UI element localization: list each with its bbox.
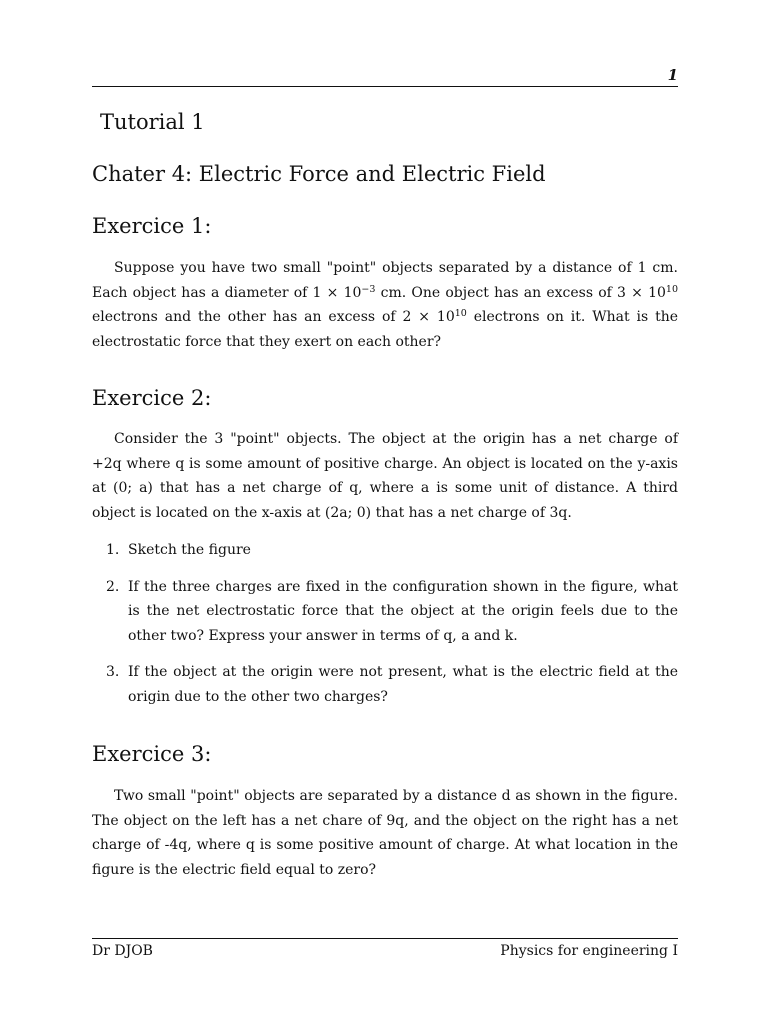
exercise-1-text-part: electrons on it. What is the electrostatic force that they exert on each other? [92, 309, 678, 350]
exercise-1-text-part: cm. One object has an excess of 3 × 10 [375, 284, 666, 301]
exercise-3-text: Two small "point" objects are separated by a distance d as shown in the figure. The object on the left has a net chare of 9q, and the object on the right has a net charge of -4q, where q is some positive amount of charge. At what location in the figure is the electric field equal to zero? [92, 788, 678, 878]
footer-rule [92, 938, 678, 939]
list-item-text: Sketch the figure [128, 542, 251, 558]
footer-course: Physics for engineering I [500, 943, 678, 959]
footer-author: Dr DJOB [92, 943, 153, 959]
exercise-1-text-part: electrons and the other has an excess of 2 × 10 [92, 309, 455, 325]
exponent: 10 [454, 308, 467, 319]
exercise-3-heading: Exercice 3: [92, 742, 212, 766]
exercise-2-heading: Exercice 2: [92, 386, 212, 410]
list-item [92, 575, 678, 649]
exercise-1-text [92, 256, 678, 354]
list-item-text: If the object at the origin were not present, what is the electric field at the origin due to the other two charges? [128, 664, 678, 705]
exponent: −3 [361, 283, 376, 295]
list-item-number: 3. [106, 664, 120, 680]
list-item [92, 660, 678, 709]
chapter-heading: Chater 4: Electric Force and Electric Field [92, 162, 546, 186]
exercise-1-text-part: Suppose you have two small "point" objects separated by a distance of 1 cm. Each object has a diameter of 1 × 10 [92, 260, 678, 301]
document-title: Tutorial 1 [100, 110, 205, 134]
exponent: 10 [665, 283, 679, 295]
exercise-1-heading: Exercice 1: [92, 214, 212, 238]
list-item-text: If the three charges are fixed in the configuration shown in the figure, what is the net electrostatic force that the object at the origin feels due to the other two? Express your answer in terms of q, a and k. [128, 578, 678, 644]
list-item [92, 538, 678, 563]
exercise-2-list [92, 538, 678, 709]
exercise-2-text: Consider the 3 "point" objects. The object at the origin has a net charge of +2q where q is some amount of positive charge. An object is located on the y-axis at (0; a) that has a net charge of q, where a is some unit of distance. A third object is located on the x-axis at (2a; 0) that has a net charge of 3q. [92, 431, 678, 521]
list-item-number: 1. [106, 542, 120, 558]
page-number: 1 [667, 66, 678, 84]
list-item-number: 2. [106, 578, 120, 595]
header-rule [92, 86, 678, 87]
